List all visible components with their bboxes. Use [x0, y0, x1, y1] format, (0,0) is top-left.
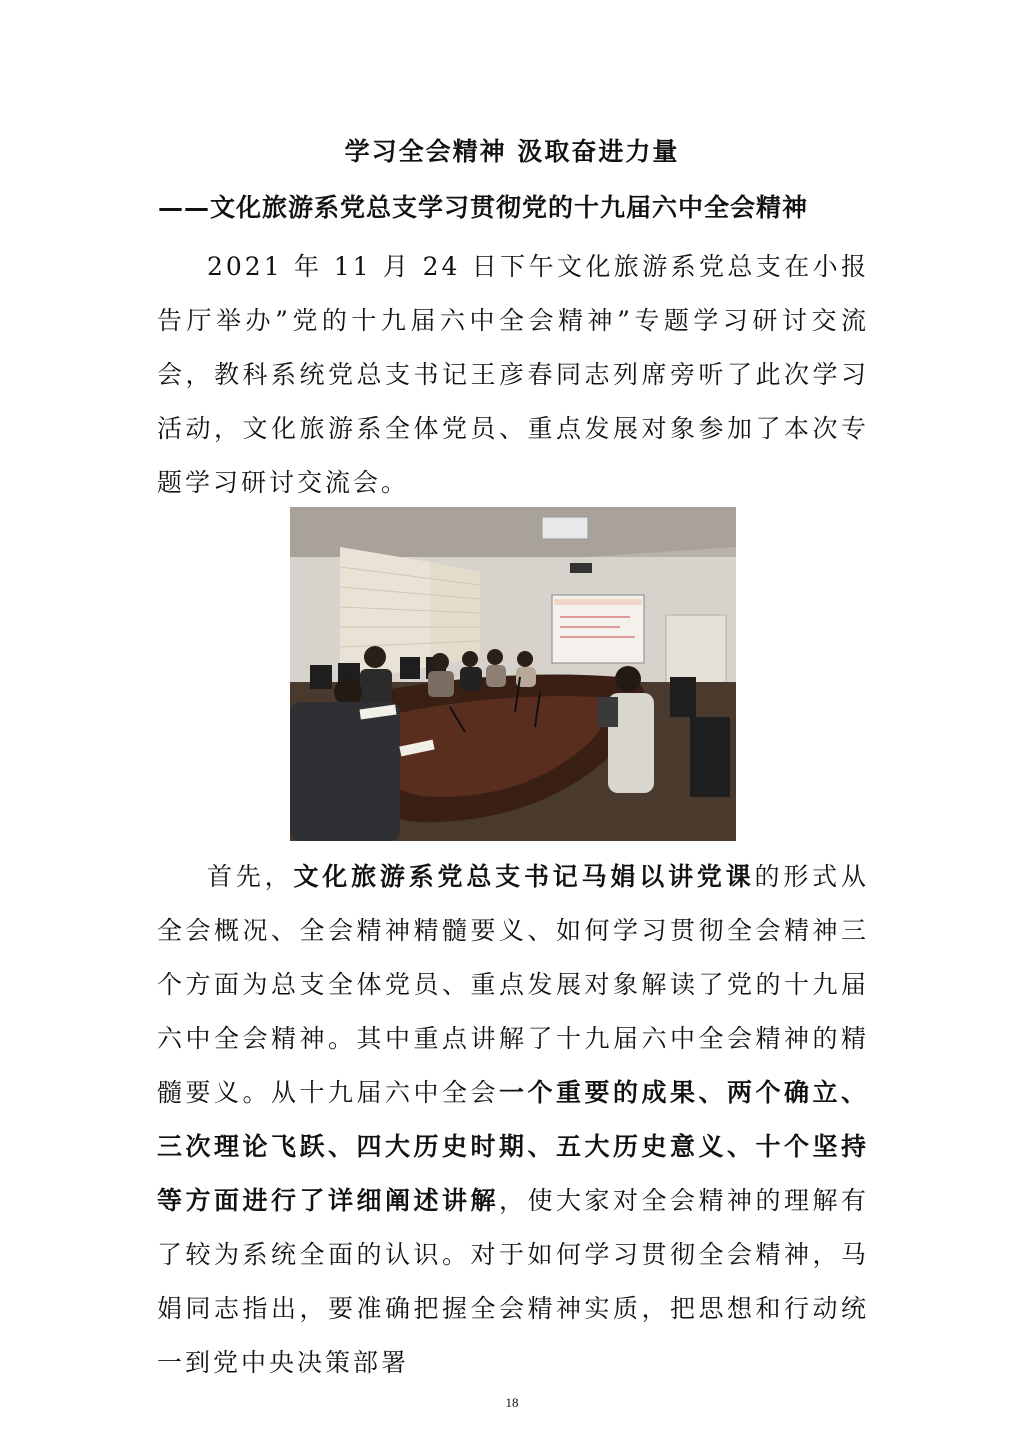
paragraph-lecture-bold-2: 一个重要的成果、两个确立、三次理论飞跃、四大历史时期、五大历史意义、十个坚持等方面进行了详细阐述讲解: [157, 1078, 869, 1215]
paragraph-lecture-bold-1: 文化旅游系党总支书记马娟以讲党课: [293, 862, 755, 891]
paragraph-intro: 2021 年 11 月 24 日下午文化旅游系党总支在小报告厅举办”党的十九届六中全会精神”专题学习研讨交流会，教科系统党总支书记王彦春同志列席旁听了此次学习活动，文化旅游系全体党员、重点发展对象参加了本次专题学习研讨交流会。: [157, 252, 869, 497]
document-title: 学习全会精神 汲取奋进力量: [344, 137, 680, 166]
document-subtitle: ——文化旅游系党总支学习贯彻党的十九届六中全会精神: [158, 193, 809, 222]
paragraph-lecture: [157, 850, 869, 1390]
paragraph-lecture-text-3: ，使大家对全会精神的理解有了较为系统全面的认识。对于如何学习贯彻全会精神，马娟同志指出，要准确把握全会精神实质，把思想和行动统一到党中央决策部署: [157, 1186, 869, 1377]
page-number: 18: [505, 1395, 519, 1410]
meeting-photo: [290, 507, 736, 841]
paragraph-lecture-text-1: 首先，: [207, 862, 294, 891]
paragraph-lecture-text-2: 的形式从全会概况、全会精神精髓要义、如何学习贯彻全会精神三个方面为总支全体党员、重点发展对象解读了党的十九届六中全会精神。其中重点讲解了十九届六中全会精神的精髓要义。从十九届六中全会: [157, 862, 869, 1107]
